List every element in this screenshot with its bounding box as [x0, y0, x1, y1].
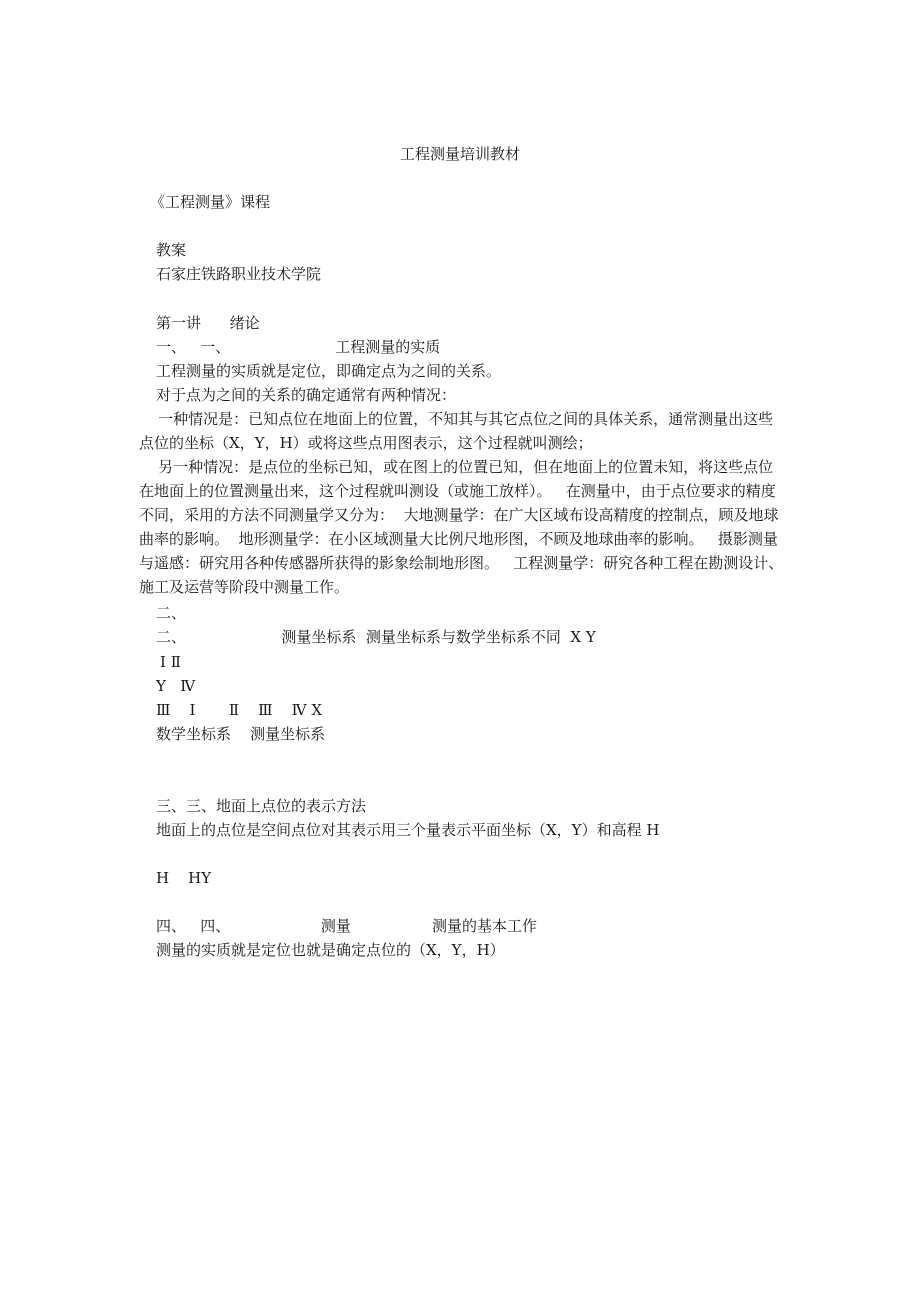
section-1-heading: 一、 一、 工程测量的实质: [156, 338, 441, 356]
section-4-line: 测量的实质就是定位也就是确定点位的（X，Y，H）: [156, 941, 505, 959]
section-2-marker: 二、: [156, 604, 187, 622]
section-1-line: 工程测量的实质就是定位，即确定点为之间的关系。: [156, 362, 502, 380]
quadrant-label-row: Ⅲ Ⅰ Ⅱ Ⅲ Ⅳ X: [156, 701, 323, 719]
section-1-line: 对于点为之间的关系的确定通常有两种情况：: [156, 386, 457, 404]
school-name: 石家庄铁路职业技术学院: [156, 265, 322, 283]
quadrant-label-row: Ⅰ Ⅱ: [160, 653, 181, 671]
section-1-paragraph: 一种情况是：已知点位在地面上的位置，不知其与其它点位之间的具体关系，通常测量出这些点位的坐标（X，Y，H）或将这些点用图表示，这个过程就叫测绘；: [139, 410, 774, 452]
section-3-line: H HY: [156, 869, 212, 887]
section-4-heading: 四、 四、 测量 测量的基本工作: [156, 917, 537, 935]
section-2-heading: 二、 测量坐标系 测量坐标系与数学坐标系不同 X Y: [156, 628, 596, 646]
course-name: 《工程测量》课程: [150, 193, 271, 211]
lecture-heading: 第一讲 绪论: [156, 314, 260, 332]
document-title: 工程测量培训教材: [399, 145, 520, 163]
quadrant-label-row: Y Ⅳ: [156, 677, 196, 695]
coordinate-system-labels: 数学坐标系 测量坐标系: [156, 725, 326, 743]
lesson-plan-label: 教案: [156, 241, 187, 259]
section-1-paragraph: 另一种情况：是点位的坐标已知，或在图上的位置已知，但在地面上的位置未知，将这些点位在地面上的位置测量出来，这个过程就叫测设（或施工放样）。 在测量中，由于点位要求的精度不同，采用的方法不同测量学又分为： 大地测量学：在广大区域布设高精度的控制点，顾及地球曲率的影响。 地形测量学：在小区域测量大比例尺地形图，不顾及地球曲率的影响。 摄影测量与遥感：研究用各种传感器所获得的影象绘制地形图。 工程测量学：研究各种工程在勘测设计、施工及运营等阶段中测量工作。: [139, 458, 784, 596]
section-3-heading: 三、三、地面上点位的表示方法: [156, 797, 367, 815]
section-3-line: 地面上的点位是空间点位对其表示用三个量表示平面坐标（X，Y）和高程 H: [156, 821, 660, 839]
